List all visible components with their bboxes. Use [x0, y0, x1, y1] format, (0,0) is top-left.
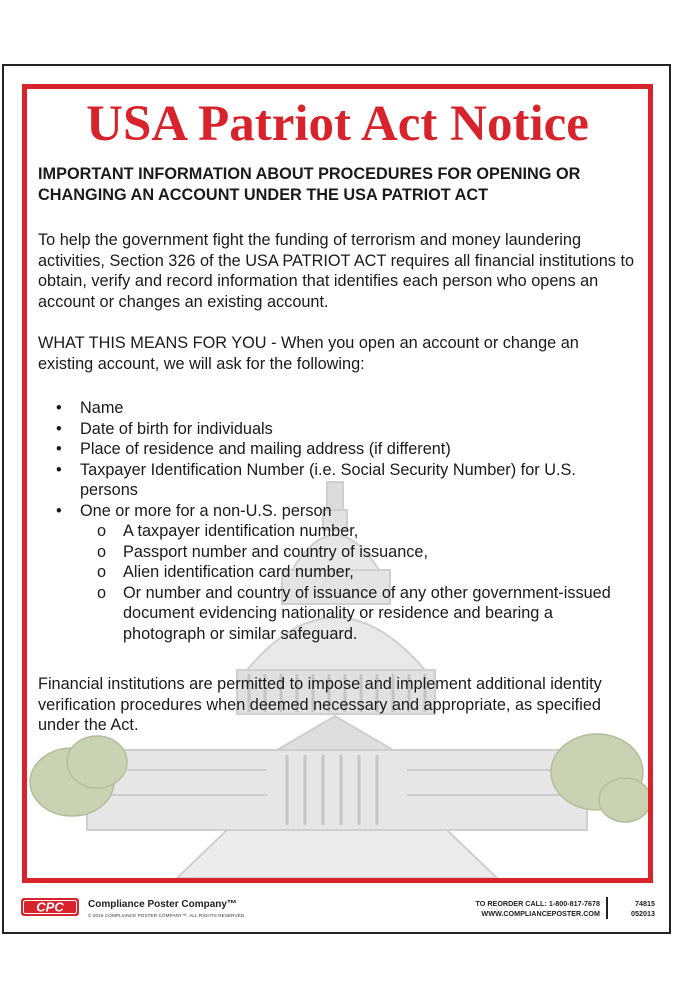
list-item-text: Place of residence and mailing address (if different) — [80, 440, 451, 458]
company-name: Compliance Poster Company™ — [88, 899, 237, 910]
sub-list-item — [80, 583, 636, 645]
sub-list-item-text: Or number and country of issuance of any other government-issued document evidencing nationality or residence and bearing a photograph or similar safeguard. — [123, 583, 611, 643]
non-us-person-sublist — [80, 521, 636, 644]
list-item-text: Name — [80, 399, 124, 417]
cpc-logo — [20, 897, 80, 917]
list-item — [56, 398, 636, 419]
sub-list-item-text: Passport number and country of issuance, — [123, 542, 428, 561]
list-item-text: Taxpayer Identification Number (i.e. Social Security Number) for U.S. persons — [80, 460, 576, 499]
footer-divider — [606, 897, 608, 919]
poster-title: USA Patriot Act Notice — [86, 96, 589, 152]
bullet-marker: • — [56, 501, 62, 520]
list-item — [56, 439, 636, 460]
important-information-heading: IMPORTANT INFORMATION ABOUT PROCEDURES FOR OPENING OR CHANGING AN ACCOUNT UNDER THE USA PATRIOT ACT — [38, 165, 581, 204]
sub-bullet-marker: o — [97, 563, 107, 581]
copyright-notice: © 2019 COMPLIANCE POSTER COMPANY™. ALL RIGHTS RESERVED. — [88, 913, 246, 918]
footer — [20, 895, 660, 925]
sub-list-item-text: Alien identification card number, — [123, 563, 354, 581]
bullet-marker: • — [56, 440, 62, 458]
bullet-marker: • — [56, 399, 62, 417]
list-item-text: One or more for a non-U.S. person — [80, 501, 332, 520]
what-this-means-paragraph: WHAT THIS MEANS FOR YOU - When you open an account or change an existing account, we will ask for the following: — [38, 334, 579, 373]
sub-list-item — [80, 562, 636, 583]
list-item — [56, 460, 636, 501]
sub-list-item — [80, 542, 636, 563]
list-item-text: Date of birth for individuals — [80, 419, 273, 438]
closing-paragraph: Financial institutions are permitted to impose and implement additional identity verification procedures when deemed necessary and appropriate, as specified under the Act. — [38, 675, 602, 734]
website-link[interactable]: WWW.COMPLIANCEPOSTER.COM — [481, 909, 600, 918]
sub-list-item — [80, 521, 636, 542]
bullet-marker: • — [56, 419, 62, 438]
sub-bullet-marker: o — [97, 542, 107, 561]
list-item — [56, 501, 636, 645]
sub-bullet-marker: o — [97, 583, 107, 602]
required-information-list — [56, 398, 636, 644]
reorder-phone: TO REORDER CALL: 1-800-817-7678 — [475, 899, 600, 908]
intro-paragraph: To help the government fight the funding of terrorism and money laundering activities, Section 326 of the USA PATRIOT ACT requires all financial institutions to obtain, verify and record information that identifies each person who opens an account or changes an existing account. — [38, 231, 635, 311]
list-item — [56, 419, 636, 440]
bullet-marker: • — [56, 460, 62, 479]
sub-bullet-marker: o — [97, 522, 107, 540]
product-number: 74815 — [635, 899, 655, 908]
cpc-logo-text: CPC — [36, 899, 64, 915]
sub-list-item-text: A taxpayer identification number, — [123, 522, 359, 540]
date-code: 052013 — [631, 909, 655, 918]
